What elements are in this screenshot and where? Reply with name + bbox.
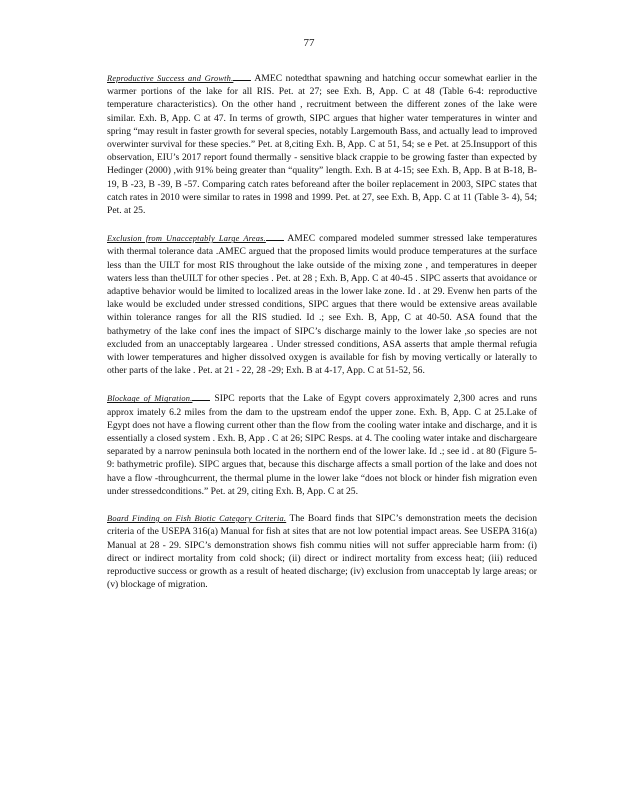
heading-underline (266, 231, 284, 241)
paragraph-heading: Board Finding on Fish Biotic Category Criteria. (107, 514, 287, 524)
heading-underline (233, 71, 251, 81)
paragraph-blockage-of-migration (107, 391, 537, 498)
paragraph-board-finding (107, 512, 537, 591)
paragraph-exclusion (107, 231, 537, 377)
document-body (107, 71, 537, 605)
page-number: 77 (303, 37, 315, 49)
paragraph-reproductive-success (107, 71, 537, 217)
paragraph-text: AMEC compared modeled summer stressed lake temperatures with thermal tolerance data .AMEC argued that the proposed limits would produce temperatures at the surface less than the UILT for most RIS throughout the lake outside of the mixing zone , and temperatures in deeper waters less than theUILT for other species . Pet. at 28 ; Exh. B, App. C at 40-45 . SIPC asserts that avoidance or adaptive behavior would be limited to localized areas in the lower lake zone. Id . at 29. Evenw hen parts of the lake would be excluded under stressed conditions, SIPC argues that there would be extensive areas available within tolerance ranges for all the RIS studied. Id .; see Exh. B, App, C at 40-50. ASA found that the bathymetry of the lake conf ines the impact of SIPC’s discharge mainly to the lower lake ,so species are not excluded from an unacceptably largearea . Under stressed conditions, ASA asserts that ample thermal refugia with lower temperatures and higher dissolved oxygen is available for fish by moving vertically or laterally to other parts of the lake . Pet. at 21 - 22, 28 -29; Exh. B at 4-17, App. C at 51-52, 56. (107, 233, 537, 377)
paragraph-heading: Blockage of Migration. (107, 394, 193, 404)
paragraph-heading: Exclusion from Unacceptably Large Areas. (107, 234, 266, 244)
paragraph-text: AMEC notedthat spawning and hatching occur somewhat earlier in the warmer portions of the lake for all RIS. Pet. at 27; see Exh. B, App. C at 48 (Table 6-4: reproductive temperature characteristics). On the other hand , recruitment between the different zones of the lake were similar. Exh. B, App. C at 47. In terms of growth, SIPC argues that higher water temperatures in winter and spring “may result in faster growth for several species, notably Largemouth Bass, and actually lead to improved overwinter survival for these species.” Pet. at 8,citing Exh. B, App. C at 51, 54; se e Pet. at 25.Insupport of this observation, EIU’s 2017 report found thermally - sensitive black crappie to be growing faster than expected by Hedinger (2000) ,with 91% being greater than “quality” length. Exh. B at 4-15; see Exh. B, App. B at B-18, B-19, B -23, B -39, B -57. Comparing catch rates beforeand after the boiler replacement in 2003, SIPC states that catch rates in 2010 were similar to rates in 1998 and 1999. Pet. at 27, see Exh. B, App. C at 11 (Table 3- 4), 54; Pet. at 25. (107, 73, 538, 217)
paragraph-text: The Board finds that SIPC’s demonstration meets the decision criteria of the USEPA 316(a) Manual for fish at sites that are not low potential impact areas. See USEPA 316(a) Manual at 28 - 29. SIPC’s demonstration shows fish commu nities will not suffer appreciable harm from: (i) direct or indirect mortality from cold shock; (ii) direct or indirect mortality from excess heat; (iii) reduced reproductive success or growth as a result of heated discharge; (iv) exclusion from unacceptab ly large areas; or (v) blockage of migration. (107, 513, 537, 591)
paragraph-text: SIPC reports that the Lake of Egypt covers approximately 2,300 acres and runs approx imately 6.2 miles from the dam to the upstream endof the upper zone. Exh. B, App. C at 25.Lake of Egypt does not have a flowing current other than the flow from the cooling water intake and discharge, and it is essentially a closed system . Exh. B, App . C at 26; SIPC Resps. at 4. The cooling water intake and dischargeare separated by a narrow peninsula both located in the northern end of the lower lake. Id .; see id . at 80 (Figure 5-9: bathymetric profile). SIPC argues that, because this discharge affects a small portion of the lake and does not have a flow -throughcurrent, the thermal plume in the lower lake “does not block or hinder fish migration even under stressedconditions.” Pet. at 29, citing Exh. B, App. C at 25. (107, 393, 537, 497)
paragraph-heading: Reproductive Success and Growth. (107, 74, 234, 83)
heading-underline (192, 391, 210, 401)
